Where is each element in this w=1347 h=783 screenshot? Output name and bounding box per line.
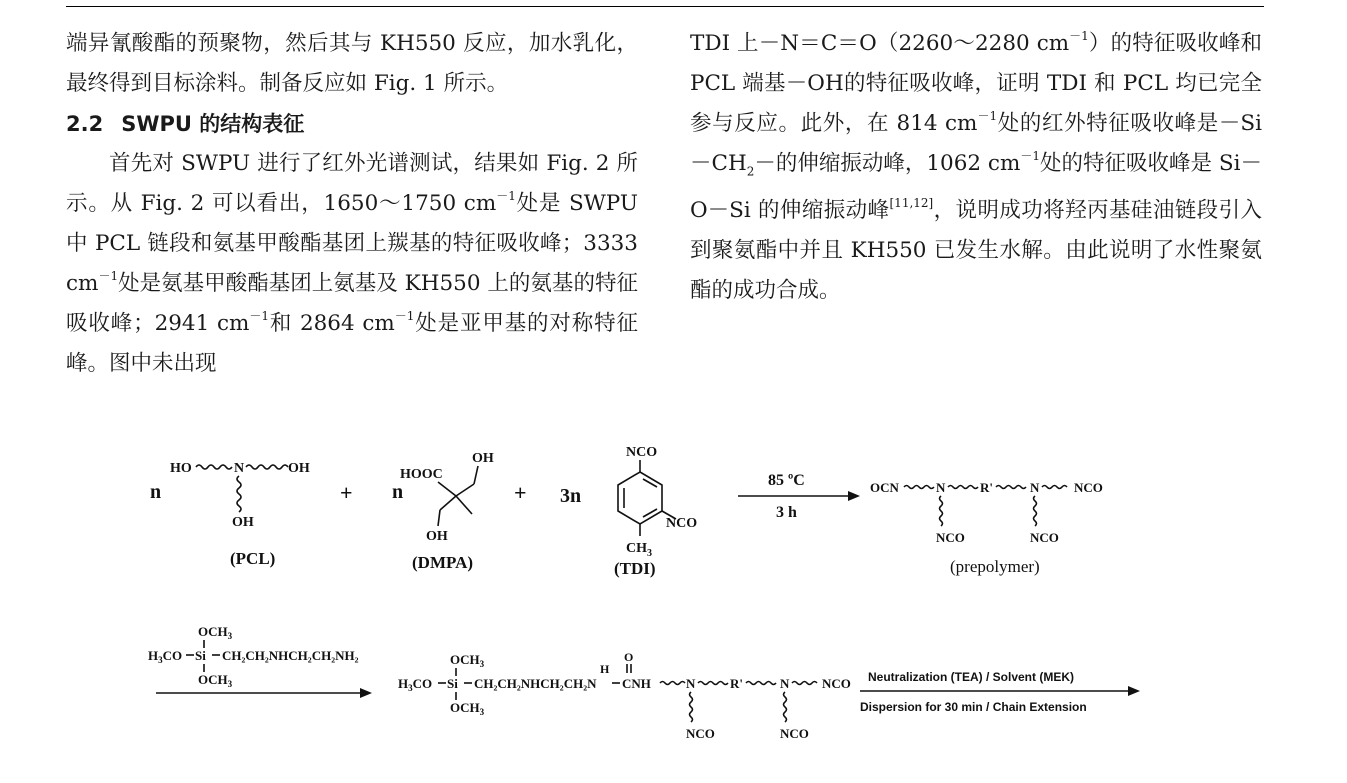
dmpa-oh-bottom: OH bbox=[426, 529, 448, 544]
reaction-scheme bbox=[0, 430, 1347, 783]
top-rule bbox=[66, 6, 1264, 7]
pcl-oh-bottom: OH bbox=[232, 515, 254, 530]
intro-paragraph: 端异氰酸酯的预聚物，然后其与 KH550 反应，加水乳化，最终得到目标涂料。制备反应如 Fig. 1 所示。 bbox=[66, 31, 638, 96]
prepolymer-nco-2: NCO bbox=[1030, 530, 1059, 545]
plus-sign-1: + bbox=[340, 480, 353, 505]
kh550-och3-bottom: $OCH_3$ bbox=[198, 672, 233, 689]
product-chain-4 bbox=[792, 682, 817, 685]
reaction-arrow-3-head bbox=[1128, 686, 1140, 696]
product-amine-h: H bbox=[600, 662, 610, 676]
right-text-column bbox=[690, 24, 1262, 311]
prepolymer-chain-down-2 bbox=[1034, 496, 1037, 526]
reaction-temperature: 85 ºC bbox=[768, 472, 805, 489]
prepolymer-n-2: N bbox=[1030, 480, 1040, 495]
section-title: SWPU 的结构表征 bbox=[121, 112, 305, 136]
plus-sign-2: + bbox=[514, 480, 527, 505]
tdi-nco-top: NCO bbox=[626, 445, 658, 460]
tdi-ch3: $CH_3$ bbox=[626, 541, 652, 559]
product-nco-2: NCO bbox=[780, 726, 809, 741]
reaction-arrow-2-head bbox=[360, 688, 372, 698]
pcl-n-label: N bbox=[234, 461, 245, 476]
product-r: R' bbox=[730, 676, 743, 691]
pcl-coefficient: n bbox=[150, 481, 162, 503]
reaction-arrow-1-head bbox=[848, 491, 860, 501]
prepolymer-chain-1 bbox=[904, 486, 934, 489]
dmpa-oh-top: OH bbox=[472, 451, 494, 466]
step2-condition-bottom: Dispersion for 30 min / Chain Extension bbox=[860, 700, 1087, 714]
dmpa-label: (DMPA) bbox=[412, 553, 474, 572]
ir-conclusion-paragraph: TDI 上－N＝C＝O（2260～2280 $cm^{-1}$）的特征吸收峰和 PCL 端基－OH的特征吸收峰，证明 TDI 和 PCL 均已完全参与反应。此外，在 814 $cm^{-1}$处的红外特征吸收峰是$-Si-CH_2-$的伸缩振动峰，1062 $cm^{-1}$处的特征吸收峰是 Si－O－Si 的伸缩振动峰[11,12]，说明成功将羟丙基硅油链段引入到聚氨酯中并且 KH550 已发生水解。由此说明了水性聚氨酯的成功合成。 bbox=[690, 29, 1263, 304]
product-och3-top: $OCH_3$ bbox=[450, 652, 485, 669]
dmpa-skeleton bbox=[438, 466, 478, 526]
product-chain: CH₂CH₂NHCH₂CH₂N bbox=[474, 676, 597, 691]
product-cnh: CNH bbox=[622, 676, 651, 691]
kh550-chain: CH₂CH₂NHCH₂CH₂NH₂ bbox=[222, 648, 359, 663]
kh550-och3-top: $OCH_3$ bbox=[198, 624, 233, 641]
product-nco-1: NCO bbox=[686, 726, 715, 741]
prepolymer-chain-3 bbox=[996, 486, 1026, 489]
product-n-1: N bbox=[686, 676, 696, 691]
product-nco-end: NCO bbox=[822, 676, 851, 691]
pcl-chain-down bbox=[237, 476, 241, 512]
left-text-column bbox=[66, 24, 638, 384]
product-h3co: $H_3CO$ bbox=[398, 676, 433, 693]
ir-analysis-paragraph: 首先对 SWPU 进行了红外光谱测试，结果如 Fig. 2 所示。从 Fig. 2 可以看出，1650～1750 $cm^{-1}$处是 SWPU 中 PCL 链段和氨基甲酸酯基团上羰基的特征吸收峰；3333 $cm^{-1}$处是氨基甲酸酯基团上氨基及 KH550 上的氨基的特征吸收峰；2941 $cm^{-1}$和 2864 $cm^{-1}$处是亚甲基的对称特征峰。图中未出现 bbox=[66, 151, 638, 376]
prepolymer-r: R' bbox=[980, 480, 993, 495]
prepolymer-chain-2 bbox=[948, 486, 978, 489]
section-number: 2.2 bbox=[66, 112, 104, 136]
product-och3-bottom: $OCH_3$ bbox=[450, 700, 485, 717]
prepolymer-chain-down-1 bbox=[940, 496, 943, 526]
pcl-ho-label: HO bbox=[170, 461, 192, 476]
product-n-2: N bbox=[780, 676, 790, 691]
pcl-label: (PCL) bbox=[230, 549, 276, 568]
kh550-si: Si bbox=[195, 648, 206, 663]
prepolymer-nco-1: NCO bbox=[936, 530, 965, 545]
reaction-time: 3 h bbox=[776, 504, 797, 521]
pcl-chain-left bbox=[196, 465, 232, 469]
dmpa-coefficient: n bbox=[392, 481, 404, 503]
kh550-h3co: $H_3CO$ bbox=[148, 648, 183, 665]
product-chain-3 bbox=[746, 682, 776, 685]
prepolymer-n-1: N bbox=[936, 480, 946, 495]
product-chain-2 bbox=[698, 682, 728, 685]
product-si: Si bbox=[447, 676, 458, 691]
prepolymer-chain-4 bbox=[1042, 486, 1067, 489]
prepolymer-nco-end: NCO bbox=[1074, 480, 1103, 495]
citation-ref[interactable]: [11,12] bbox=[889, 196, 934, 211]
tdi-nco-side: NCO bbox=[666, 516, 698, 531]
prepolymer-ocn: OCN bbox=[870, 480, 899, 495]
dmpa-hooc: HOOC bbox=[400, 467, 443, 482]
product-chain-down-2 bbox=[784, 692, 787, 722]
product-chain-down-1 bbox=[690, 692, 693, 722]
product-carbonyl-o: O bbox=[624, 650, 634, 664]
section-heading bbox=[66, 104, 638, 144]
pcl-chain-right bbox=[246, 465, 288, 469]
tdi-coefficient: 3n bbox=[560, 485, 582, 507]
product-chain-1 bbox=[660, 682, 685, 685]
prepolymer-label: (prepolymer) bbox=[950, 557, 1040, 576]
tdi-label: (TDI) bbox=[614, 559, 656, 578]
pcl-oh-right: OH bbox=[288, 461, 310, 476]
step2-condition-top: Neutralization (TEA) / Solvent (MEK) bbox=[868, 670, 1075, 684]
